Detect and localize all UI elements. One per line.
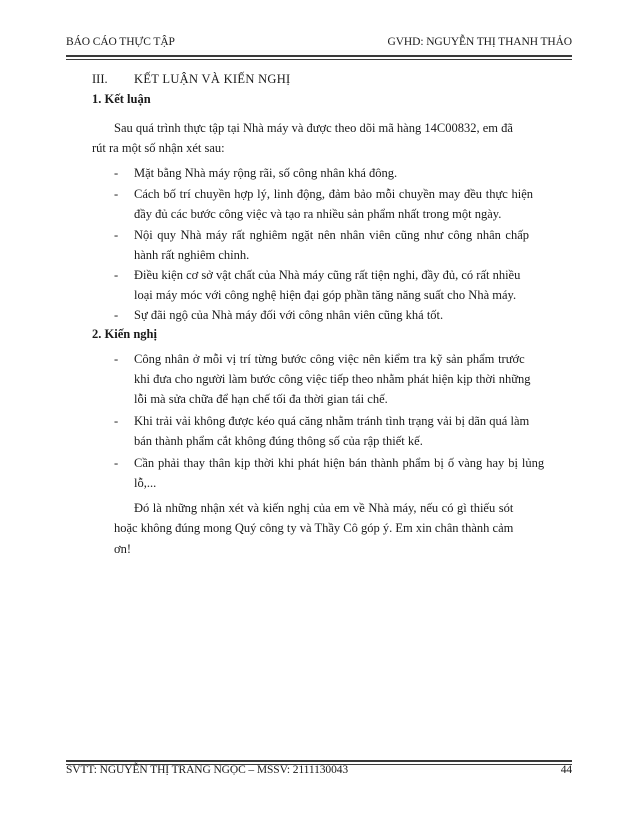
list-item-line: bán thành phẩm cắt không đúng thông số của rập thiết kế. (134, 434, 423, 448)
conclusion-heading: 1. Kết luận (92, 92, 151, 106)
conclusion-intro-line-1: Sau quá trình thực tập tại Nhà máy và được theo dõi mã hàng 14C00832, em đã (114, 121, 513, 135)
list-item-line: Công nhân ở mỗi vị trí từng bước công việc nên kiểm tra kỹ sản phẩm trước (134, 352, 525, 366)
conclusion-intro-line-2: rút ra một số nhận xét sau: (92, 141, 225, 155)
page-number: 44 (560, 764, 572, 776)
bullet-dash: - (114, 456, 119, 470)
closing-line-1: Đó là những nhận xét và kiến nghị của em về Nhà máy, nếu có gì thiếu sót (134, 501, 514, 515)
bullet-dash: - (114, 166, 119, 180)
list-item-line: hành rất nghiêm chỉnh. (134, 248, 250, 262)
list-item-line: lỗi mà sửa chữa để hạn chế tối đa thời gian tái chế. (134, 392, 388, 406)
list-item-line: đầy đủ các bước công việc và tạo ra nhiều sản phẩm nhất trong một ngày. (134, 207, 502, 221)
bullet-dash: - (114, 228, 119, 242)
list-item-line: khi đưa cho người làm bước công việc tiếp theo nhằm phát hiện kịp thời những (134, 372, 531, 386)
page-footer (66, 764, 572, 782)
section-number: III. (92, 72, 108, 86)
bullet-dash: - (114, 187, 119, 201)
header-report-title: BÁO CÁO THỰC TẬP (66, 36, 175, 48)
header-rule (66, 55, 572, 60)
list-item-line: loại máy móc với công nghệ hiện đại góp phần tăng năng suất cho Nhà máy. (134, 288, 517, 302)
list-item-line: Mặt bằng Nhà máy rộng rãi, số công nhân khá đông. (134, 166, 398, 180)
list-item-line: Cách bố trí chuyền hợp lý, linh động, đảm bảo mỗi chuyền may đều thực hiện (134, 187, 534, 201)
bullet-dash: - (114, 414, 119, 428)
bullet-dash: - (114, 308, 119, 322)
page-header (66, 36, 572, 54)
closing-line-3: ơn! (114, 542, 132, 556)
list-item-line: Sự đãi ngộ của Nhà máy đối với công nhân viên cũng khá tốt. (134, 308, 444, 322)
section-title: KẾT LUẬN VÀ KIẾN NGHỊ (134, 72, 291, 86)
list-item-line: Nội quy Nhà máy rất nghiêm ngặt nên nhân viên cũng như công nhân chấp (134, 228, 530, 242)
bullet-dash: - (114, 268, 119, 282)
list-item-line: Cần phải thay thân kịp thời khi phát hiện bán thành phẩm bị ố vàng hay bị lủng (134, 456, 545, 470)
closing-line-2: hoặc không đúng mong Quý công ty và Thầy Cô góp ý. Em xin chân thành cảm (114, 521, 514, 535)
bullet-dash: - (114, 352, 119, 366)
list-item-line: Điều kiện cơ sở vật chất của Nhà máy cũng rất tiện nghi, đầy đủ, có rất nhiều (134, 268, 521, 282)
list-item-line: Khi trải vải không được kéo quá căng nhằm tránh tình trạng vải bị dãn quá làm (134, 414, 530, 428)
recommendation-heading: 2. Kiến nghị (92, 327, 157, 341)
footer-student-info: SVTT: NGUYỄN THỊ TRANG NGỌC – MSSV: 2111130043 (66, 764, 349, 776)
header-supervisor: GVHD: NGUYỄN THỊ THANH THẢO (387, 36, 572, 48)
list-item-line: lỗ,... (134, 476, 157, 490)
